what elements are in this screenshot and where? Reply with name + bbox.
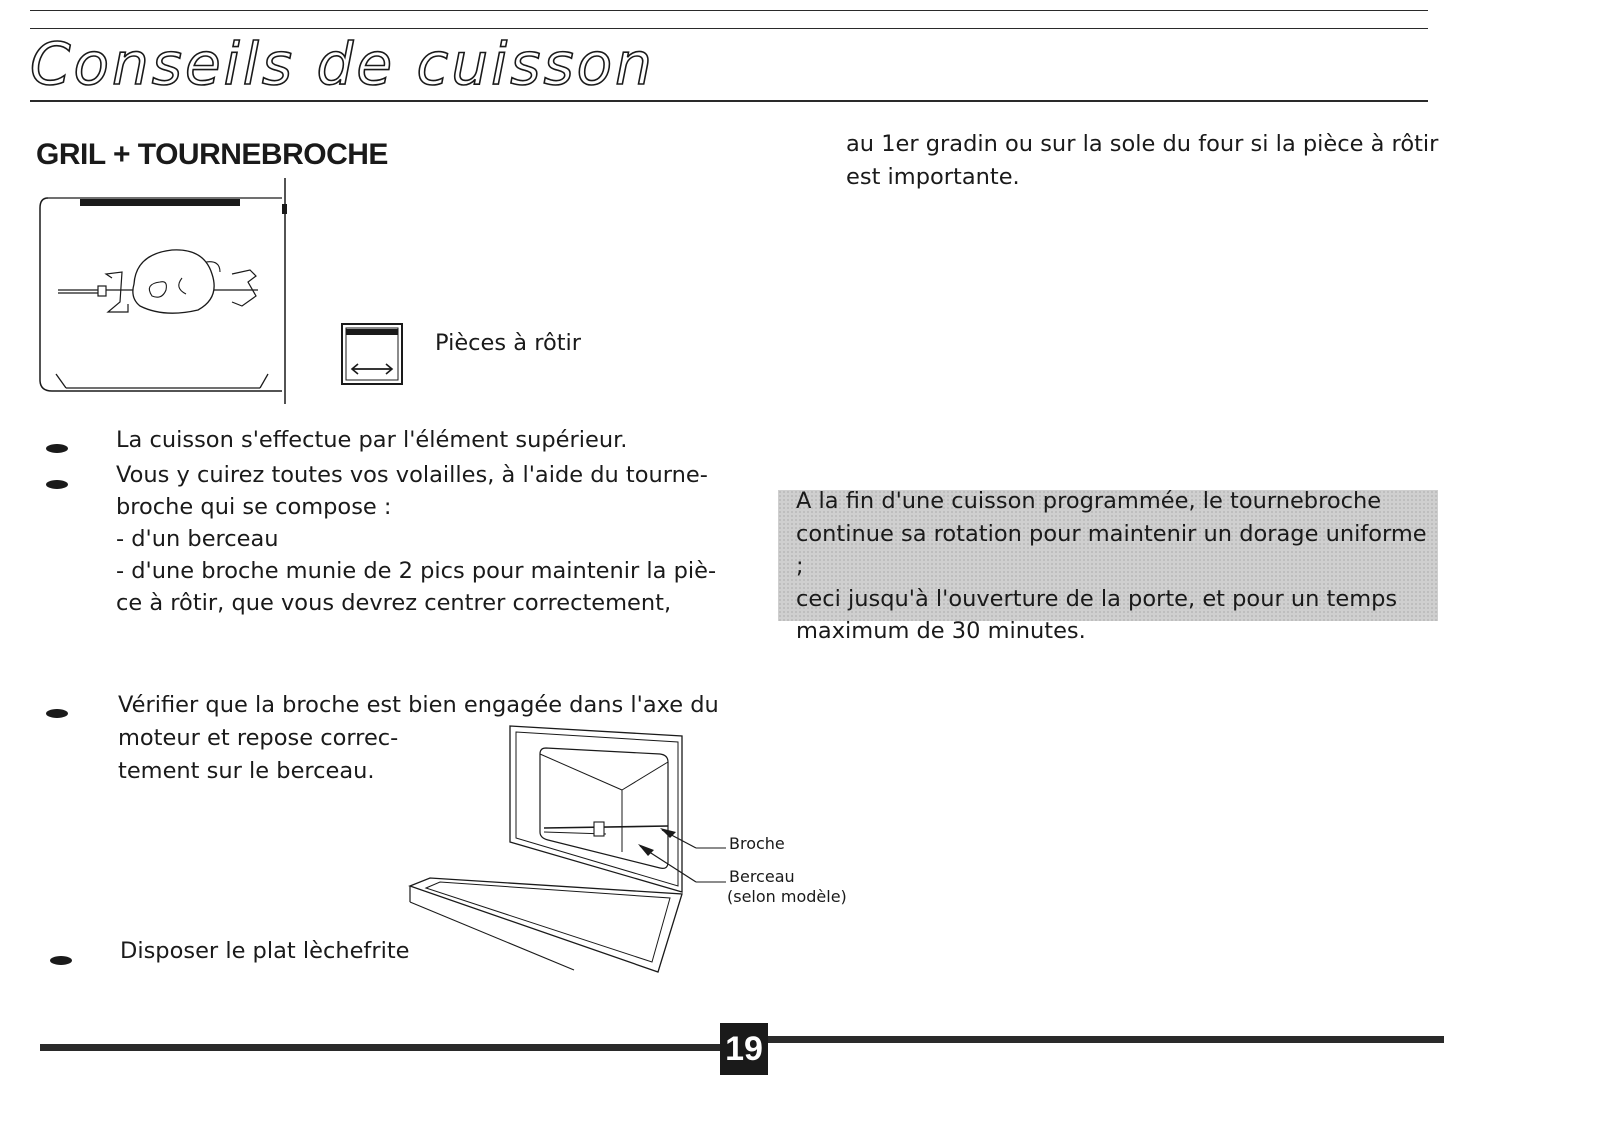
diagram-label-broche: Broche — [729, 834, 785, 853]
highlight-note-text — [796, 485, 1436, 648]
right-continuation-line: est importante. — [846, 164, 1020, 190]
page-title: Conseils de cuisson — [30, 30, 655, 98]
note-line: continue sa rotation pour maintenir un dorage uniforme ; — [796, 520, 1427, 579]
note-line: A la fin d'une cuisson programmée, le tournebroche — [796, 488, 1382, 514]
note-line: ceci jusqu'à l'ouverture de la porte, et pour un temps — [796, 585, 1398, 612]
page-number: 19 — [720, 1023, 768, 1075]
open-oven-diagram — [406, 722, 726, 974]
footer-rule-right — [768, 1036, 1444, 1043]
rotisserie-oven-illustration — [36, 178, 296, 408]
bullet-text: Disposer le plat lèchefrite — [120, 938, 410, 964]
header-title-rule-top — [30, 28, 1428, 29]
grill-rotisserie-icon — [340, 322, 404, 386]
bullet-text-continuation: moteur et repose correc- — [118, 725, 399, 751]
bullet-text-continuation: - d'un berceau — [116, 526, 279, 552]
bullet-dot — [46, 709, 68, 718]
header-top-rule — [30, 10, 1428, 11]
bullet-text: Vérifier que la broche est bien engagée dans l'axe du — [118, 692, 719, 718]
diagram-label-berceau: Berceau — [729, 867, 795, 886]
right-continuation-line: au 1er gradin ou sur la sole du four si la pièce à rôtir — [846, 131, 1439, 157]
header-title-rule-bottom — [30, 100, 1428, 102]
bullet-text-continuation: broche qui se compose : — [116, 494, 392, 520]
bullet-text-continuation: - d'une broche munie de 2 pics pour maintenir la piè- — [116, 558, 717, 584]
bullet-text: Vous y cuirez toutes vos volailles, à l'aide du tourne- — [116, 462, 708, 488]
bullet-text: La cuisson s'effectue par l'élément supérieur. — [116, 427, 628, 453]
diagram-label-berceau-note: (selon modèle) — [727, 887, 847, 906]
bullet-text-continuation: ce à rôtir, que vous devrez centrer correctement, — [116, 590, 672, 616]
bullet-dot — [46, 480, 68, 489]
bullet-dot — [50, 956, 72, 965]
bullet-dot — [46, 444, 68, 453]
bullet-text-continuation: tement sur le berceau. — [118, 758, 375, 784]
note-line: maximum de 30 minutes. — [796, 618, 1086, 644]
footer-rule-left — [40, 1044, 720, 1051]
section-title: GRIL + TOURNEBROCHE — [36, 138, 388, 171]
oven-symbol-label: Pièces à rôtir — [435, 330, 582, 356]
